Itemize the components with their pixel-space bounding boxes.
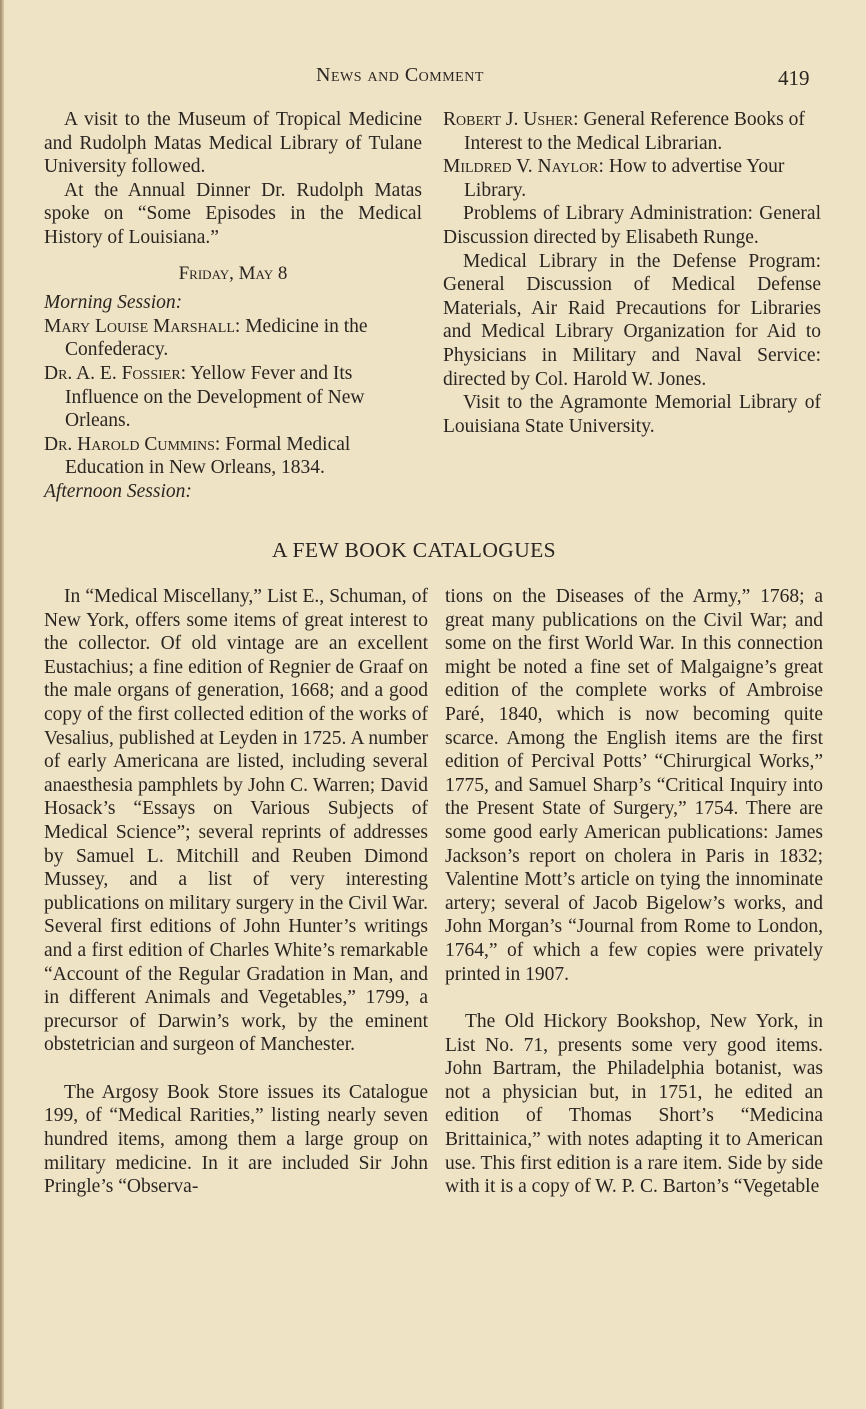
paragraph: A visit to the Museum of Tropical Medicine and Rudolph Matas Medical Library of Tulane University followed. <box>44 109 422 178</box>
section-title: A FEW BOOK CATALOGUES <box>272 538 557 562</box>
program-item <box>443 155 821 202</box>
talk-title: Yellow Fever and Its Influence on the Development of New Orleans. <box>65 362 365 432</box>
paragraph: Problems of Library Administration: General Discussion directed by Elisabeth Runge. <box>443 203 821 248</box>
session-label: Morning Session: <box>44 292 183 314</box>
paragraph: Visit to the Agramonte Memorial Library of Louisiana State University. <box>443 392 821 437</box>
session-label: Afternoon Session: <box>44 480 192 502</box>
running-header: News and Comment <box>316 64 484 86</box>
paragraph: The Argosy Book Store issues its Catalogue 199, of “Medical Rarities,” listing nearly seven hundred items, among them a large group on military medicine. In it are included Sir John Pringle’s “Observa- <box>44 1081 428 1198</box>
speaker-name: Dr. A. E. Fossier: <box>44 362 187 384</box>
top-right-column <box>443 108 821 438</box>
speaker-name: Mary Louise Marshall: <box>44 315 241 337</box>
talk-title: Medicine in the Confederacy. <box>65 315 368 361</box>
program-item <box>443 108 821 155</box>
page-number: 419 <box>778 66 810 90</box>
bottom-right-column <box>445 585 823 1199</box>
bottom-left-column <box>44 585 428 1199</box>
page-edge <box>0 0 4 1409</box>
talk-title: How to advertise Your Library. <box>464 156 785 201</box>
speaker-name: Dr. Harold Cummins: <box>44 433 221 455</box>
program-item <box>44 433 422 480</box>
paragraph: tions on the Diseases of the Army,” 1768; a great many publications on the Civil War; and some on the first World War. In this connection might be noted a fine set of Malgaigne’s great edition of the complete works of Ambroise Paré, 1840, which is now becoming quite scarce. Among the English items are the first edition of Percival Potts’ “Chirurgical Works,” 1775, and Samuel Sharp’s “Critical Inquiry into the Present State of Surgery,” 1754. There are some good early American publications: James Jackson’s report on cholera in Paris in 1832; Valentine Mott’s article on tying the innominate artery; several of Jacob Bigelow’s works, and John Morgan’s “Journal from Rome to London, 1764,” of which a few copies were privately printed in 1907. <box>445 586 823 985</box>
day-heading: Friday, May 8 <box>178 262 288 284</box>
speaker-name: Robert J. Usher: <box>443 109 579 130</box>
paragraph: Medical Library in the Defense Program: General Discussion of Medical Defense Materials, Air Raid Precautions for Libraries and Medical Library Organization for Aid to Physicians in Military and Naval Service: directed by Col. Harold W. Jones. <box>443 250 821 390</box>
program-item <box>44 315 422 362</box>
top-left-column <box>44 108 422 504</box>
paragraph: At the Annual Dinner Dr. Rudolph Matas spoke on “Some Episodes in the Medical History of Louisiana.” <box>44 179 422 248</box>
program-item <box>44 362 422 433</box>
talk-title: Formal Medical Education in New Orleans, 1834. <box>65 433 351 479</box>
talk-title: General Reference Books of Interest to the Medical Librarian. <box>464 109 805 154</box>
speaker-name: Mildred V. Naylor: <box>443 156 604 178</box>
paragraph: The Old Hickory Bookshop, New York, in List No. 71, presents some very good items. John Bartram, the Philadelphia botanist, was not a physician but, in 1751, he edited an edition of Thomas Short’s “Medicina Brittainica,” with notes adapting it to American use. This first edition is a rare item. Side by side with it is a copy of W. P. C. Barton’s “Vegetable <box>445 1011 823 1198</box>
paragraph: In “Medical Miscellany,” List E., Schuman, of New York, offers some items of great interest to the collector. Of old vintage are an excellent Eustachius; a fine edition of Regnier de Graaf on the male organs of generation, 1668; and a good copy of the first collected edition of the works of Vesalius, published at Leyden in 1725. A number of early Americana are listed, including several anaesthesia pamphlets by John C. Warren; David Hosack’s “Essays on Various Subjects of Medical Science”; several reprints of addresses by Samuel L. Mitchill and Reuben Dimond Mussey, and a list of very interesting publications on military surgery in the Civil War. Several first editions of John Hunter’s writings and a first edition of Charles White’s remarkable “Account of the Regular Gradation in Man, and in different Animals and Vegetables,” 1799, a precursor of Darwin’s work, by the eminent obstetrician and surgeon of Manchester. <box>44 586 428 1056</box>
